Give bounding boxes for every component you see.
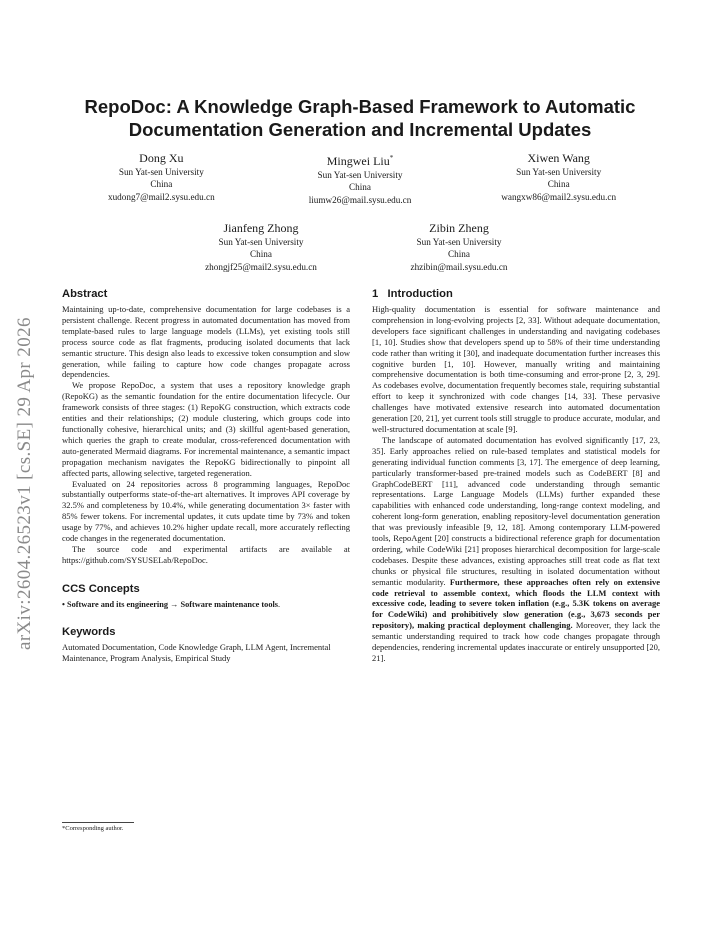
- intro-text: The landscape of automated documentation has evolved significantly [17, 23, 35]. Early approaches relied on rule-based templates and statistical models for generating individual function comments [3, 17]. The emergence of deep learning, particularly transformer-based pre-trained models such as CodeBERT [8] and GraphCodeBERT [11], advanced code understanding through semantic representations. Large Language Models (LLMs) further expanded these capabilities with enhanced code understanding, long-range context modeling, and coherent long-form generation, enabling repository-level documentation generation that was previously infeasible [9, 12, 18]. Among contemporary LLM-powered tools, RepoAgent [20] constructs a bidirectional reference graph for documentation ordering, while CodeWiki [21] proposes hierarchical decomposition for large-scale codebases. Despite these advances, existing approaches still treat code as flat text chunks or physical file structures, resulting in isolated documentation without semantic modularity.: [372, 434, 660, 587]
- footnote: *Corresponding author.: [62, 825, 124, 832]
- author-country: China: [448, 249, 470, 260]
- abstract-paragraph: We propose RepoDoc, a system that uses a repository knowledge graph (RepoKG) as the semantic foundation for the entire documentation lifecycle. Our framework consists of three stages: (1) RepoKG construction, which extracts code entities and their relationships; (2) module clustering, which groups code into functionally cohesive, hierarchical units; and (3) skillful agent-based generation, which queries the graph to create modular, cross-referenced documentation with auto-generated Mermaid diagrams. For incremental maintenance, a semantic impact propagation mechanism navigates the RepoKG bidirectionally to pinpoint all affected parts, allowing selective, targeted regeneration.: [62, 380, 350, 478]
- abstract-paragraph: Evaluated on 24 repositories across 8 programming languages, RepoDoc substantially outperforms state-of-the-art alternatives. It improves API coverage by 32.5% and completeness by 10.4%, while generating documentation 3× faster with 85% fewer tokens. For incremental updates, it cuts update time by 73% and token usage by 77%, and achieves 10.2% higher update recall, more accurately reflecting code changes in the regenerated documentation.: [62, 478, 350, 544]
- author-name: Jianfeng Zhong: [223, 221, 299, 235]
- author-name: Dong Xu: [139, 151, 184, 165]
- intro-text: Moreover, they lack the semantic understanding required to track how code changes propagate through dependencies, rendering incremental updates inaccurate or entirely unsupported [20, 21].: [372, 620, 660, 663]
- ccs-bullet: •: [62, 599, 65, 609]
- author-block: [162, 220, 360, 273]
- author-country: China: [150, 179, 173, 190]
- author-block: [360, 220, 558, 273]
- ccs-concept-text: Software and its engineering → Software maintenance tools: [66, 599, 279, 609]
- author-email: zhongjf25@mail2.sysu.edu.cn: [205, 261, 317, 272]
- abstract-paragraph: Maintaining up-to-date, comprehensive documentation for large codebases is a persistent challenge. Recent progress in automated documentation has moved from template-based rules to large language models (LLMs), yet existing tools still process source code as flat fragments, producing isolated documents that lack semantic structure. This design also leads to excessive token consumption and slow generation, while failing to capture how code changes propagate across dependencies.: [62, 304, 350, 380]
- author-affiliation: Sun Yat-sen University: [118, 167, 204, 177]
- author-affiliation: Sun Yat-sen University: [516, 167, 602, 177]
- arxiv-identifier: arXiv:2604.26523v1 [cs.SE] 29 Apr 2026: [14, 317, 35, 650]
- abstract-paragraph: The source code and experimental artifacts are available at https://github.com/SYSUSELab/RepoDoc.: [62, 543, 350, 565]
- left-column: [62, 287, 350, 664]
- intro-bold-text: Furthermore, these approaches often rely on extensive code retrieval to assemble context, which floods the LLM context with excessive code, leading to severe token inflation (e.g., 5.3K tokens on average for CodeWiki) and prohibitively slow generation (e.g., 3,673 seconds per repository), making practical deployment challenging.: [372, 576, 660, 631]
- author-name: Zibin Zheng: [429, 221, 489, 235]
- author-affiliation: Sun Yat-sen University: [416, 237, 502, 247]
- author-block: [459, 150, 658, 206]
- author-name: Xiwen Wang: [527, 151, 590, 165]
- introduction-heading: 1 Introduction: [372, 288, 453, 300]
- author-email: xudong7@mail2.sysu.edu.cn: [107, 191, 215, 202]
- paper-title: RepoDoc: A Knowledge Graph-Based Framework to Automatic Documentation Generation and Incremental Updates: [84, 96, 636, 140]
- corresponding-author-mark: *: [389, 154, 394, 162]
- ccs-period: .: [278, 599, 281, 609]
- ccs-concepts: [62, 599, 350, 610]
- author-affiliation: Sun Yat-sen University: [218, 237, 304, 247]
- abstract-heading: Abstract: [62, 288, 108, 300]
- author-block: [62, 150, 261, 206]
- author-email: zhzibin@mail.sysu.edu.cn: [410, 261, 508, 272]
- author-name: Mingwei Liu*: [326, 154, 394, 168]
- author-email: liumw26@mail.sysu.edu.cn: [308, 194, 412, 205]
- author-block: [261, 150, 460, 206]
- keywords-text: Automated Documentation, Code Knowledge Graph, LLM Agent, Incremental Maintenance, Program Analysis, Empirical Study: [62, 641, 331, 663]
- ccs-heading: CCS Concepts: [62, 582, 140, 595]
- author-affiliation: Sun Yat-sen University: [317, 170, 403, 180]
- keywords-heading: Keywords: [62, 625, 116, 638]
- author-country: China: [349, 182, 371, 193]
- introduction-paragraph: [372, 435, 660, 664]
- footnote-rule: [62, 822, 134, 823]
- authors-row-1: [62, 150, 658, 206]
- author-email: wangxw86@mail2.sysu.edu.cn: [501, 191, 617, 202]
- author-country: China: [547, 179, 570, 190]
- author-country: China: [250, 249, 272, 260]
- introduction-paragraph: High-quality documentation is essential for software maintenance and comprehension in long-evolving projects [2, 33]. Without adequate documentation, developers face significant challenges in understanding and navigating codebases [1, 10]. Studies show that developers spend up to 58% of their time understanding code rather than writing it [30], and inadequate documentation further increases this cognitive burden [1, 10]. However, manually writing and maintaining comprehensive documentation is both time-consuming and error-prone [2, 3, 29]. As codebases evolve, documentation frequently becomes stale, requiring substantial effort to keep it synchronized with code changes [14, 33]. These pervasive challenges have motivated extensive research into automated documentation generation [20, 21], yet current tools still struggle to produce accurate, modular, and well-structured documentation at scale [9].: [372, 304, 660, 434]
- right-column: [372, 287, 660, 664]
- authors-row-2: [162, 220, 558, 273]
